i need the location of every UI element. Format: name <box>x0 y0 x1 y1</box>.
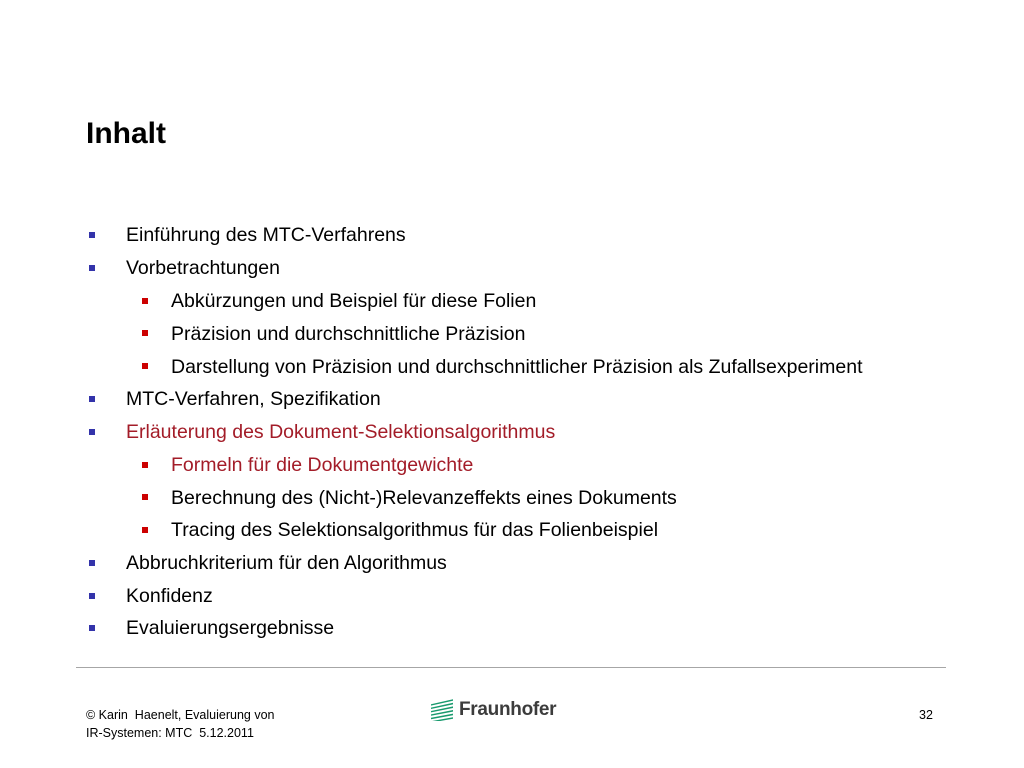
outline-item-text: Evaluierungsergebnisse <box>126 617 335 640</box>
square-bullet-icon <box>142 462 148 468</box>
outline-list <box>86 219 946 645</box>
outline-item-text: Konfidenz <box>126 584 213 607</box>
outline-item-text: Einführung des MTC-Verfahrens <box>126 224 406 246</box>
square-bullet-icon <box>89 560 95 566</box>
outline-item <box>86 580 946 613</box>
sub-outline-item-text: Darstellung von Präzision und durchschnittlicher Präzision als Zufallsexperiment <box>171 355 863 378</box>
logo-text: Fraunhofer <box>459 699 557 720</box>
sub-outline-item <box>126 449 946 482</box>
outline-item-text: Abbruchkriterium für den Algorithmus <box>126 551 447 574</box>
square-bullet-icon <box>89 593 95 599</box>
outline-item <box>86 612 946 645</box>
sub-outline-item <box>126 285 946 318</box>
sub-outline-item <box>126 350 946 383</box>
sub-outline-item-text: Präzision und durchschnittliche Präzision <box>171 322 526 345</box>
sub-outline-item <box>126 481 946 514</box>
square-bullet-icon <box>89 265 95 271</box>
sub-outline-list <box>126 285 946 383</box>
outline-item-text: Vorbetrachtungen <box>126 256 280 279</box>
sub-outline-item-text: Tracing des Selektionsalgorithmus für das Folienbeispiel <box>171 519 659 542</box>
sub-outline-item <box>126 317 946 350</box>
square-bullet-icon <box>89 429 95 435</box>
fraunhofer-logo <box>430 698 556 722</box>
square-bullet-icon <box>142 494 148 500</box>
copyright-line-2: IR-Systemen: MTC 5.12.2011 <box>86 726 254 740</box>
square-bullet-icon <box>142 527 148 533</box>
footer-divider <box>76 667 946 668</box>
sub-outline-item <box>126 514 946 547</box>
sub-outline-item-text: Abkürzungen und Beispiel für diese Folien <box>171 289 537 312</box>
square-bullet-icon <box>142 330 148 336</box>
slide-title: Inhalt <box>86 117 166 150</box>
outline-item <box>86 416 946 547</box>
square-bullet-icon <box>89 396 95 402</box>
sub-outline-item-text: Formeln für die Dokumentgewichte <box>171 453 474 476</box>
square-bullet-icon <box>142 363 148 369</box>
copyright-line-1: © Karin Haenelt, Evaluierung von <box>86 708 275 722</box>
page-number: 32 <box>919 708 933 722</box>
outline-item-text: MTC-Verfahren, Spezifikation <box>126 387 381 410</box>
footer-copyright <box>86 706 274 742</box>
outline-item <box>86 547 946 580</box>
fraunhofer-logo-icon <box>430 699 454 721</box>
outline-item <box>86 383 946 416</box>
square-bullet-icon <box>89 625 95 631</box>
outline-content <box>86 219 946 645</box>
sub-outline-list <box>126 449 946 547</box>
outline-item <box>86 219 946 252</box>
sub-outline-item-text: Berechnung des (Nicht-)Relevanzeffekts eines Dokuments <box>171 486 677 509</box>
square-bullet-icon <box>89 232 95 238</box>
outline-item-text: Erläuterung des Dokument-Selektionsalgorithmus <box>126 420 556 443</box>
square-bullet-icon <box>142 298 148 304</box>
outline-item <box>86 252 946 383</box>
